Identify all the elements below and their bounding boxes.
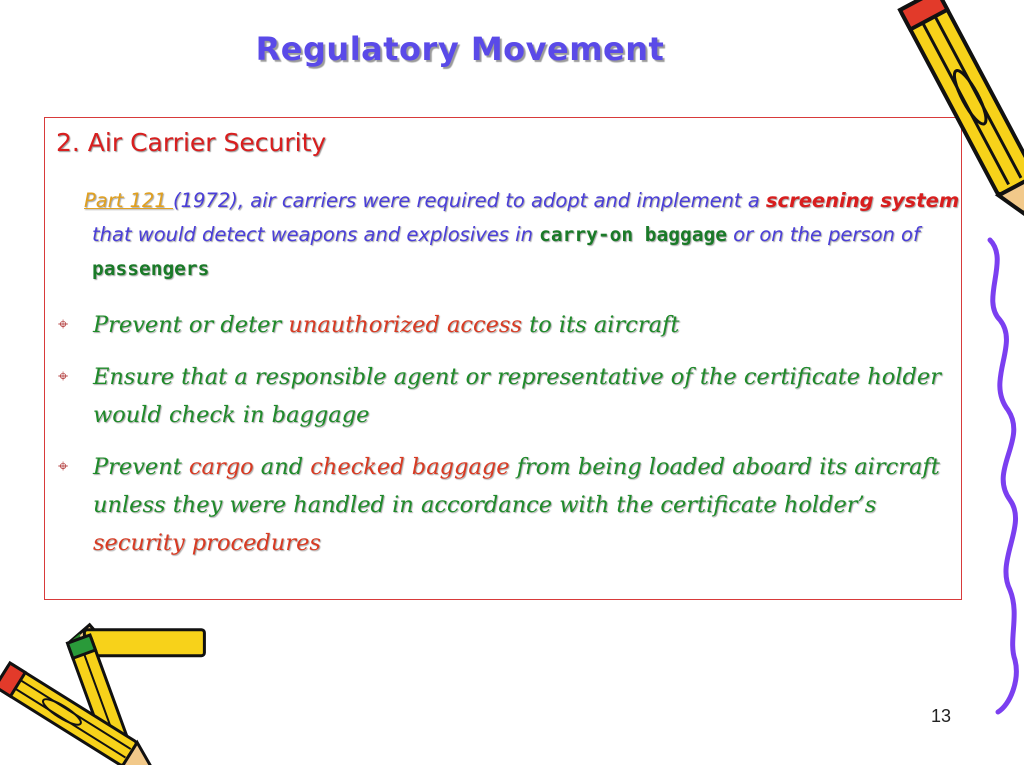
part-121-link[interactable]: Part 121 [84, 189, 173, 212]
slide-title: Regulatory Movement [255, 30, 665, 68]
bullet-highlight: security procedures [93, 530, 321, 556]
bullet-text: Prevent [93, 454, 189, 480]
intro-text-1: (1972), air carriers were required to adopt and implement a [173, 189, 766, 212]
intro-highlight-carry-on: carry-on baggage [539, 223, 727, 246]
bullet-text: from being loaded aboard its aircraft unless they were handled in accordance with the certificate holder’s [93, 454, 940, 518]
intro-paragraph [62, 184, 982, 286]
bullet-text: Prevent or deter [93, 312, 289, 338]
section-heading: 2. Air Carrier Security [56, 128, 327, 157]
intro-text-2: that would detect weapons and explosives in [92, 223, 540, 246]
bullet-list [56, 306, 946, 576]
crosshair-bullet-icon: ⌖ [58, 456, 69, 477]
bullet-text: and [253, 454, 311, 480]
squiggle-decoration [990, 240, 1016, 712]
intro-highlight-screening: screening system [765, 189, 960, 212]
bullet-text: Ensure that a responsible agent or representative of the certificate holder would check in baggage [93, 364, 941, 428]
pencil-icon [0, 615, 210, 765]
crosshair-bullet-icon: ⌖ [58, 366, 69, 387]
bullet-text: to its aircraft [522, 312, 680, 338]
bullet-item [56, 306, 946, 344]
bullet-item [56, 448, 946, 562]
intro-highlight-passengers: passengers [92, 257, 210, 280]
bullet-highlight: unauthorized access [288, 312, 523, 338]
bullet-item [56, 358, 946, 434]
intro-text-3: or on the person of [726, 223, 920, 246]
crosshair-bullet-icon: ⌖ [58, 314, 69, 335]
bullet-highlight: cargo [188, 454, 254, 480]
pencil-icon [860, 0, 1024, 720]
page-number: 13 [931, 706, 952, 726]
bullet-highlight: checked baggage [310, 454, 510, 480]
